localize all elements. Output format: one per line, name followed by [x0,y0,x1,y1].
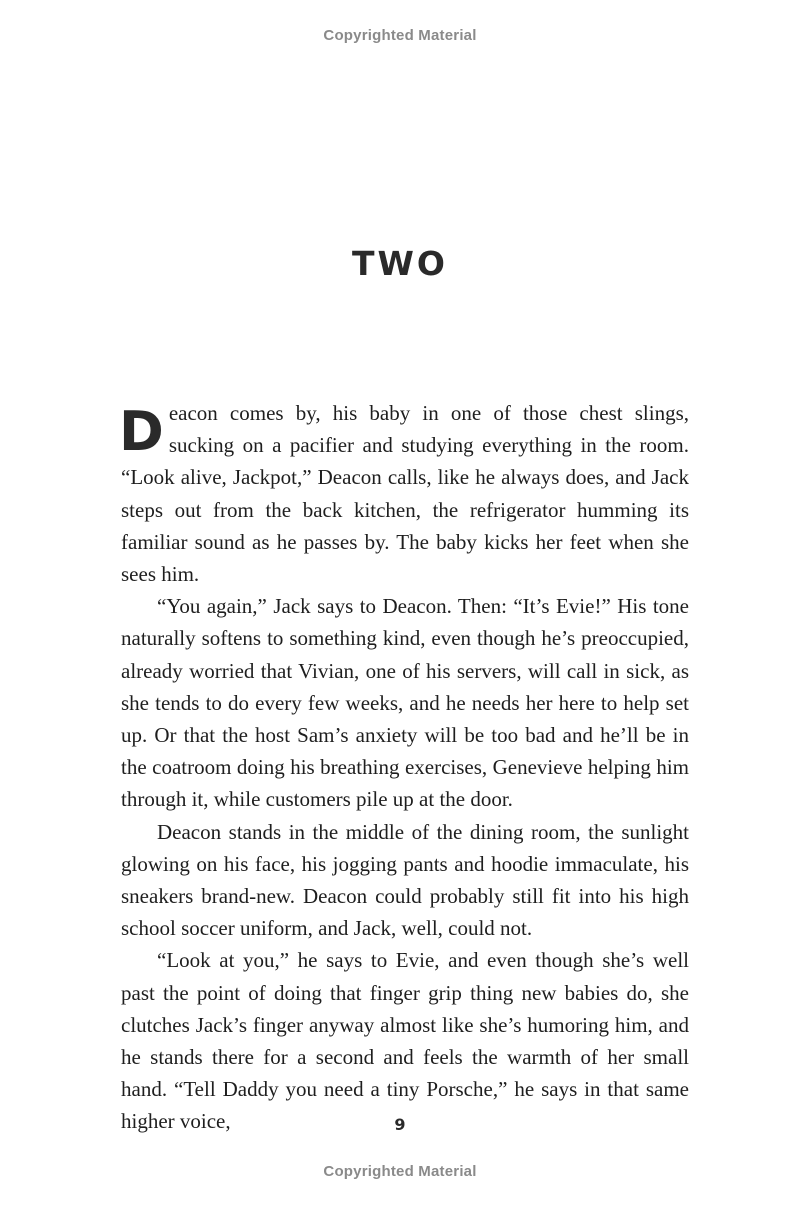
chapter-body [121,397,689,1138]
copyright-watermark-top: Copyrighted Material [323,27,477,44]
paragraph-1 [121,397,689,590]
copyright-watermark-bottom: Copyrighted Material [323,1163,477,1180]
chapter-title: TWO [352,244,448,284]
page-number: 9 [394,1115,406,1134]
paragraph-2: “You again,” Jack says to Deacon. Then: “It’s Evie!” His tone naturally softens to something kind, even though he’s preoccupied, already worried that Vivian, one of his servers, will call in sick, as she tends to do every few weeks, and he needs her here to help set up. Or that the host Sam’s anxiety will be too bad and he’ll be in the coatroom doing his breathing exercises, Genevieve helping him through it, while customers pile up at the door. [121,594,689,812]
paragraph-3: Deacon stands in the middle of the dining room, the sunlight glowing on his face, his jogging pants and hoodie immaculate, his sneakers brand-new. Deacon could probably still fit into his high school soccer uniform, and Jack, well, could not. [121,819,689,941]
drop-cap: D [119,400,164,463]
paragraph-1-text: eacon comes by, his baby in one of those chest slings, sucking on a pacifier and studying everything in the room. “Look alive, Jackpot,” Deacon calls, like he always does, and Jack steps out from the back kitchen, the refrigerator humming its familiar sound as he passes by. The baby kicks her feet when she sees him. [121,401,689,587]
paragraph-4: “Look at you,” he says to Evie, and even though she’s well past the point of doing that finger grip thing new babies do, she clutches Jack’s finger anyway almost like she’s humoring him, and he stands there for a second and feels the warmth of her small hand. “Tell Daddy you need a tiny Porsche,” he says in that same higher voice, [121,948,689,1134]
